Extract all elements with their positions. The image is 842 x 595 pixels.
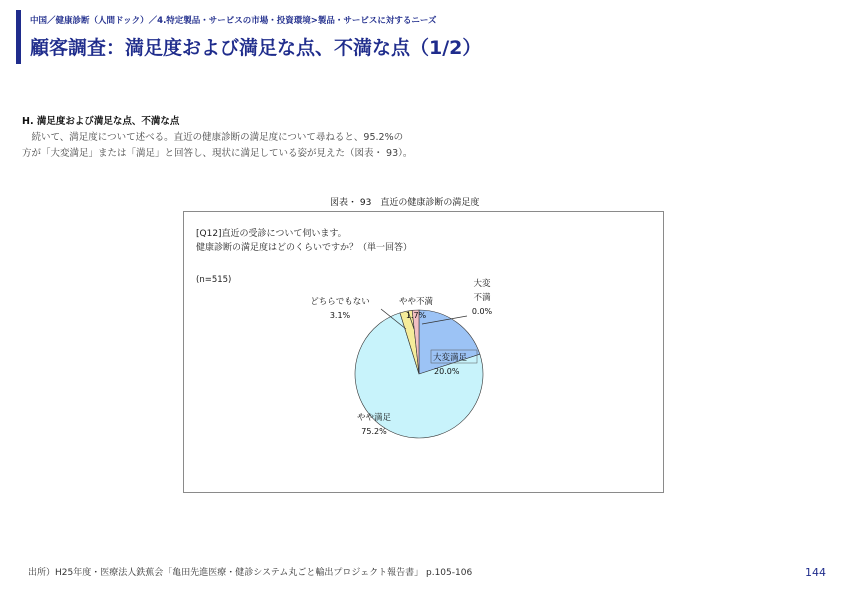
body-text xyxy=(22,130,522,162)
slice-value-label: 75.2% xyxy=(361,427,387,436)
title-accent-bar xyxy=(16,10,21,64)
slice-name-label: 不満 xyxy=(473,293,491,303)
body-text-line: 方が「大変満足」または「満足」と回答し、現状に満足している姿が見えた（図表・ 93）。 xyxy=(22,148,413,159)
question-line-1: [Q12]直近の受診について伺います。 xyxy=(196,229,347,239)
page-number: 144 xyxy=(805,566,826,579)
slice-name-label: 大変満足 xyxy=(433,353,468,363)
slice-value-label: 0.0% xyxy=(471,307,493,316)
slice-name-label: やや満足 xyxy=(356,413,392,423)
slice-name-label: どちらでもない xyxy=(310,297,370,307)
sample-size: (n=515) xyxy=(196,275,232,285)
section-heading: H. 満足度および満足な点、不満な点 xyxy=(22,116,180,127)
page-title: 顧客調査：満足度および満足な点、不満な点（1/2） xyxy=(30,37,482,59)
figure-caption: 図表・ 93 直近の健康診断の満足度 xyxy=(330,198,480,208)
source-note: 出所）H25年度・医療法人鉄蕉会「亀田先進医療・健診システム丸ごと輸出プロジェクト報告書」 p.105-106 xyxy=(28,568,473,578)
pie-chart xyxy=(184,212,665,494)
breadcrumb: 中国／健康診断（人間ドック）／4.特定製品・サービスの市場・投資環境>製品・サービスに対するニーズ xyxy=(30,16,437,26)
body-text-line: 続いて、満足度について述べる。直近の健康診断の満足度について尋ねると、95.2%の xyxy=(31,132,404,143)
slice-name-label: やや不満 xyxy=(398,297,434,307)
chart-frame xyxy=(183,211,664,493)
question-line-2: 健康診断の満足度はどのくらいですか？（単一回答） xyxy=(196,243,413,253)
slice-value-label: 1.7% xyxy=(405,311,427,320)
slice-value-label: 3.1% xyxy=(329,311,351,320)
slice-name-label: 大変 xyxy=(473,279,491,289)
slice-value-label: 20.0% xyxy=(434,367,460,376)
